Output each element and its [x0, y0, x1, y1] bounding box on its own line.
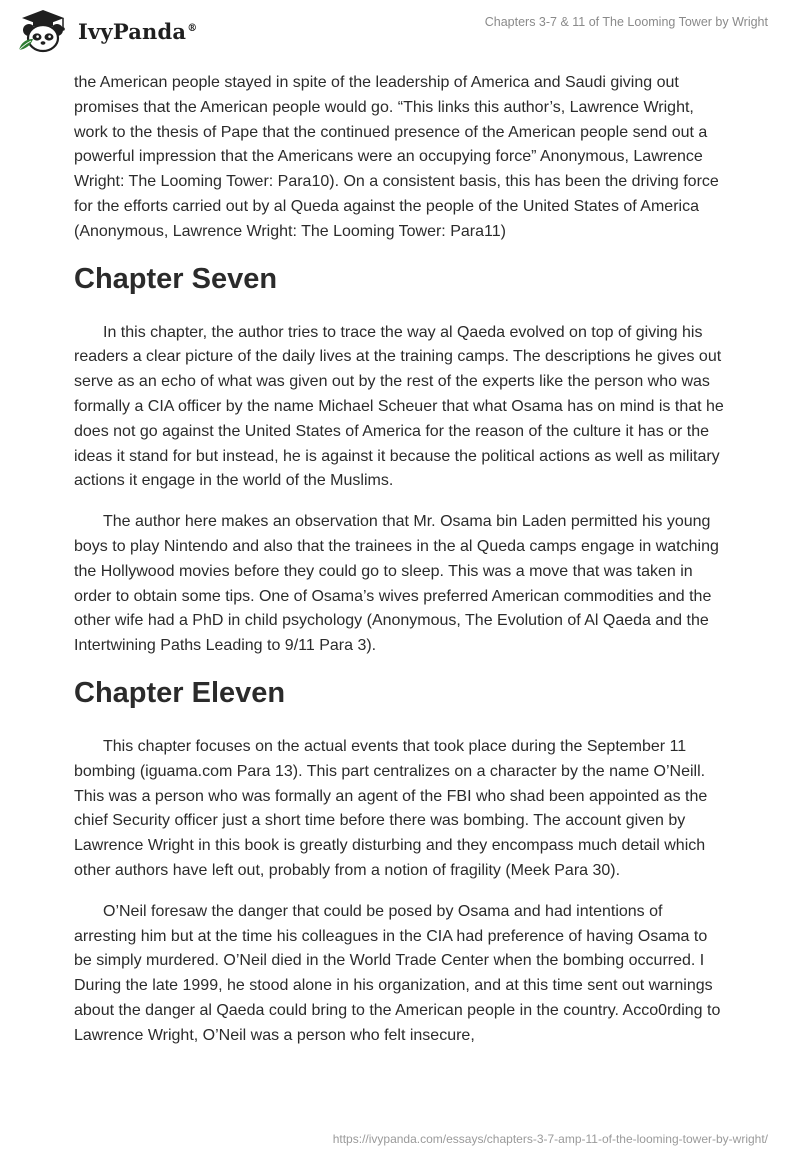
- essay-content: [74, 71, 726, 1049]
- document-title: Chapters 3-7 & 11 of The Looming Tower by Wright: [484, 15, 768, 29]
- panda-graduate-icon: [14, 8, 72, 54]
- source-url[interactable]: https://ivypanda.com/essays/chapters-3-7-amp-11-of-the-looming-tower-by-wright/: [332, 1132, 768, 1146]
- intro-paragraph: the American people stayed in spite of the leadership of America and Saudi giving out promises that the American people would go. “This links this author’s, Lawrence Wright, work to the thesis of Pape that the continued presence of the American people send out a powerful impression that the Americans were an occupying force” Anonymous, Lawrence Wright: The Looming Tower: Para10). On a consistent basis, this has been the driving force for the efforts carried out by al Queda against the people of the United States of America (Anonymous, Lawrence Wright: The Looming Tower: Para11): [74, 74, 719, 240]
- chapter-seven-heading: Chapter Seven: [74, 262, 278, 295]
- ivypanda-logo[interactable]: [14, 8, 197, 54]
- page-header: [0, 0, 800, 62]
- chapter-seven-paragraph-1: In this chapter, the author tries to trace the way al Qaeda evolved on top of giving his readers a clear picture of the daily lives at the training camps. The descriptions he gives out serve as an echo of what was given out by the rest of the experts like the person who was formally a CIA officer by the name Michael Scheuer that what Osama has on mind is that he does not go against the United States of America for the reason of the culture it has or the ideas it stand for but instead, he is against it because the political actions as well as military actions it engage in the world of the Muslims.: [74, 323, 724, 490]
- chapter-eleven-heading: Chapter Eleven: [74, 676, 286, 709]
- chapter-seven-paragraph-2: The author here makes an observation that Mr. Osama bin Laden permitted his young boys to play Nintendo and also that the trainees in the al Queda camps engage in watching the Hollywood movies before they could go to sleep. This was a move that was taken in order to obtain some tips. One of Osama’s wives preferred American commodities and the other wife had a PhD in child psychology (Anonymous, The Evolution of Al Qaeda and the Intertwining Paths Leading to 9/11 Para 3).: [74, 513, 719, 655]
- registered-mark: ®: [187, 22, 198, 34]
- brand-name: IvyPanda®: [78, 18, 198, 44]
- chapter-eleven-paragraph-1: This chapter focuses on the actual events that took place during the September 11 bombing (iguama.com Para 13). This part centralizes on a character by the name O’Neill. This was a person who was formally an agent of the FBI who shad been appointed as the chief Security officer just a short time before there was bombing. The account given by Lawrence Wright in this book is greatly disturbing and they encompass much detail which other authors have left out, probably from a notion of fragility (Meek Para 30).: [74, 737, 708, 879]
- chapter-eleven-paragraph-2: O’Neil foresaw the danger that could be posed by Osama and had intentions of arresting him but at the time his colleagues in the CIA had preference of having Osama to be simply murdered. O’Neil died in the World Trade Center when the bombing occurred. I During the late 1999, he stood alone in his organization, and at this time sent out warnings about the danger al Qaeda could bring to the American people in the country. Acco0rding to Lawrence Wright, O’Neil was a person who felt insecure,: [74, 902, 721, 1044]
